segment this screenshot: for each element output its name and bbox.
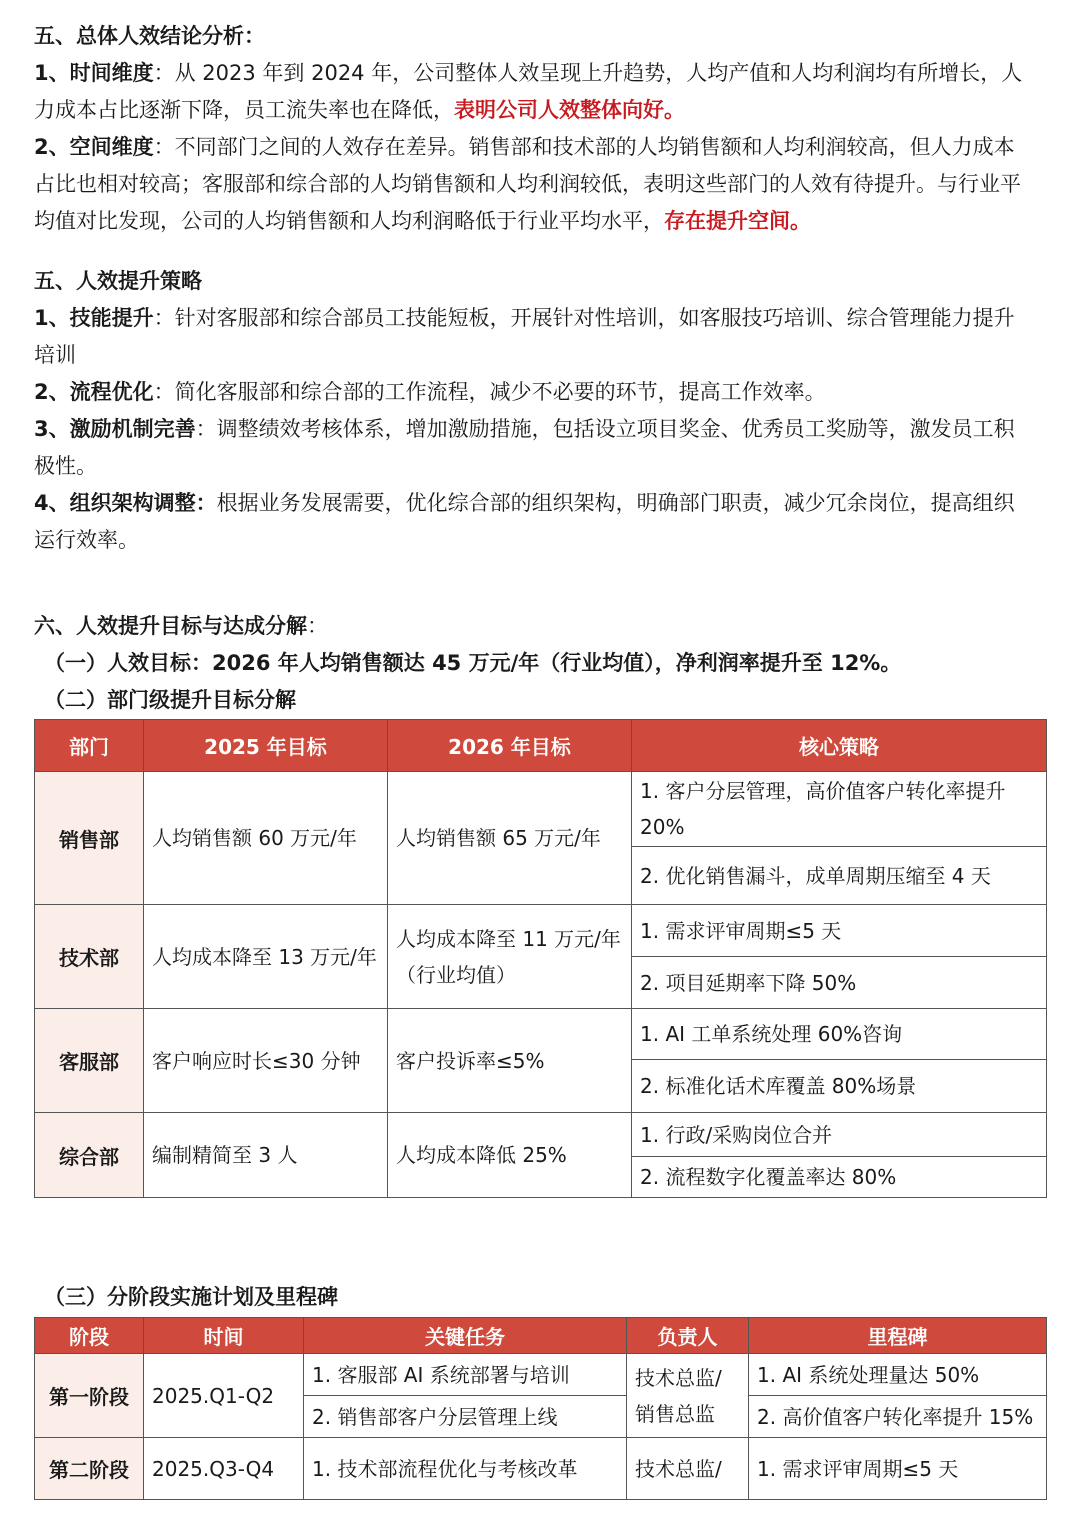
- header-dept: 部门: [35, 720, 144, 772]
- time-cell: 2025.Q1-Q2: [144, 1354, 304, 1438]
- goals-title-colon: ：: [307, 614, 328, 638]
- table-row: [35, 1113, 1047, 1157]
- phase-plan-table: [34, 1317, 1047, 1500]
- dept-goals-table: [34, 719, 1047, 1198]
- strategy-item-text: ：调整绩效考核体系，增加激励措施，包括设立项目奖金、优秀员工奖励等，激发员工积极性。: [34, 417, 1015, 478]
- target-2025-cell: 人均成本降至 13 万元/年: [144, 905, 388, 1009]
- dept-cell: 综合部: [35, 1113, 144, 1198]
- dept-cell: 销售部: [35, 772, 144, 905]
- table-row: [35, 1009, 1047, 1060]
- subheading-phases: （三）分阶段实施计划及里程碑: [44, 1285, 338, 1309]
- header-strategy: 核心策略: [632, 720, 1047, 772]
- section-goals: [34, 608, 1034, 719]
- section-title-strategy: 五、人效提升策略: [34, 269, 202, 293]
- owner-cell: 技术总监/: [627, 1438, 749, 1500]
- header-milestone: 里程碑: [749, 1318, 1047, 1354]
- milestone-cell: 1. AI 系统处理量达 50%: [749, 1354, 1047, 1396]
- owner-cell: 技术总监/销售总监: [627, 1354, 749, 1438]
- conclusion-space-text: ：不同部门之间的人效存在差异。销售部和技术部的人均销售额和人均利润较高，但人力成本占比也相对较高；客服部和综合部的人均销售额和人均利润较低，表明这些部门的人效有待提升。与行业平均值对比发现，公司的人均销售额和人均利润略低于行业平均水平，: [34, 135, 1021, 233]
- time-cell: 2025.Q3-Q4: [144, 1438, 304, 1500]
- section-title-conclusion: 五、总体人效结论分析：: [34, 24, 265, 48]
- dept-cell: 技术部: [35, 905, 144, 1009]
- strategy-cell: 1. 行政/采购岗位合并: [632, 1113, 1047, 1157]
- header-time: 时间: [144, 1318, 304, 1354]
- table-row: [35, 1354, 1047, 1396]
- strategy-item: [34, 374, 1034, 411]
- strategy-cell: 2. 流程数字化覆盖率达 80%: [632, 1157, 1047, 1198]
- task-cell: 2. 销售部客户分层管理上线: [304, 1396, 627, 1438]
- section-title-goals: [34, 608, 1034, 645]
- target-2025-cell: 客户响应时长≤30 分钟: [144, 1009, 388, 1113]
- target-2026-cell: 客户投诉率≤5%: [388, 1009, 632, 1113]
- strategy-item: [34, 485, 1034, 559]
- table-row: [35, 1438, 1047, 1500]
- conclusion-time-label: 1、时间维度: [34, 61, 154, 85]
- task-cell: 1. 技术部流程优化与考核改革: [304, 1438, 627, 1500]
- milestone-cell: 2. 高价值客户转化率提升 15%: [749, 1396, 1047, 1438]
- table-row: [35, 772, 1047, 847]
- section-strategy: [34, 263, 1034, 559]
- stage-cell: 第一阶段: [35, 1354, 144, 1438]
- strategy-cell: 1. 客户分层管理，高价值客户转化率提升 20%: [632, 772, 1047, 847]
- table-header-row: [35, 720, 1047, 772]
- table-row: [35, 905, 1047, 957]
- strategy-item-label: 2、流程优化: [34, 380, 154, 404]
- header-owner: 负责人: [627, 1318, 749, 1354]
- conclusion-time-text: ：从 2023 年到 2024 年，公司整体人效呈现上升趋势，人均产值和人均利润均有所增长，人力成本占比逐渐下降，员工流失率也在降低，: [34, 61, 1023, 122]
- task-cell: 1. 客服部 AI 系统部署与培训: [304, 1354, 627, 1396]
- table-header-row: [35, 1318, 1047, 1354]
- strategy-item-text: 根据业务发展需要，优化综合部的组织架构，明确部门职责，减少冗余岗位，提高组织运行效率。: [34, 491, 1015, 552]
- target-2026-cell: 人均成本降至 11 万元/年（行业均值）: [388, 905, 632, 1009]
- strategy-cell: 2. 标准化话术库覆盖 80%场景: [632, 1060, 1047, 1113]
- header-stage: 阶段: [35, 1318, 144, 1354]
- strategy-item: [34, 411, 1034, 485]
- strategy-cell: 1. 需求评审周期≤5 天: [632, 905, 1047, 957]
- conclusion-time: [34, 55, 1034, 129]
- strategy-item-text: ：简化客服部和综合部的工作流程，减少不必要的环节，提高工作效率。: [153, 380, 826, 404]
- target-2026-cell: 人均销售额 65 万元/年: [388, 772, 632, 905]
- target-2025-cell: 人均销售额 60 万元/年: [144, 772, 388, 905]
- strategy-item: [34, 300, 1034, 374]
- section-conclusion: [34, 18, 1034, 240]
- conclusion-space: [34, 129, 1034, 240]
- stage-cell: 第二阶段: [35, 1438, 144, 1500]
- conclusion-space-label: 2、空间维度: [34, 135, 154, 159]
- strategy-item-label: 4、组织架构调整：: [34, 491, 217, 515]
- subheading-dept-goals: （二）部门级提升目标分解: [44, 688, 296, 712]
- goals-title-text: 六、人效提升目标与达成分解: [34, 614, 307, 638]
- strategy-item-text: ：针对客服部和综合部员工技能短板，开展针对性培训，如客服技巧培训、综合管理能力提升培训: [34, 306, 1015, 367]
- header-task: 关键任务: [304, 1318, 627, 1354]
- goal-statement: （一）人效目标：2026 年人均销售额达 45 万元/年（行业均值），净利润率提升至 12%。: [44, 651, 902, 675]
- strategy-cell: 1. AI 工单系统处理 60%咨询: [632, 1009, 1047, 1060]
- milestone-cell: 1. 需求评审周期≤5 天: [749, 1438, 1047, 1500]
- section-phases: [34, 1279, 1034, 1316]
- target-2025-cell: 编制精简至 3 人: [144, 1113, 388, 1198]
- strategy-cell: 2. 优化销售漏斗，成单周期压缩至 4 天: [632, 847, 1047, 905]
- strategy-item-label: 3、激励机制完善: [34, 417, 196, 441]
- strategy-cell: 2. 项目延期率下降 50%: [632, 957, 1047, 1009]
- strategy-item-label: 1、技能提升: [34, 306, 154, 330]
- conclusion-time-highlight: 表明公司人效整体向好。: [454, 98, 685, 122]
- target-2026-cell: 人均成本降低 25%: [388, 1113, 632, 1198]
- header-2025: 2025 年目标: [144, 720, 388, 772]
- conclusion-space-highlight: 存在提升空间。: [664, 209, 811, 233]
- dept-cell: 客服部: [35, 1009, 144, 1113]
- header-2026: 2026 年目标: [388, 720, 632, 772]
